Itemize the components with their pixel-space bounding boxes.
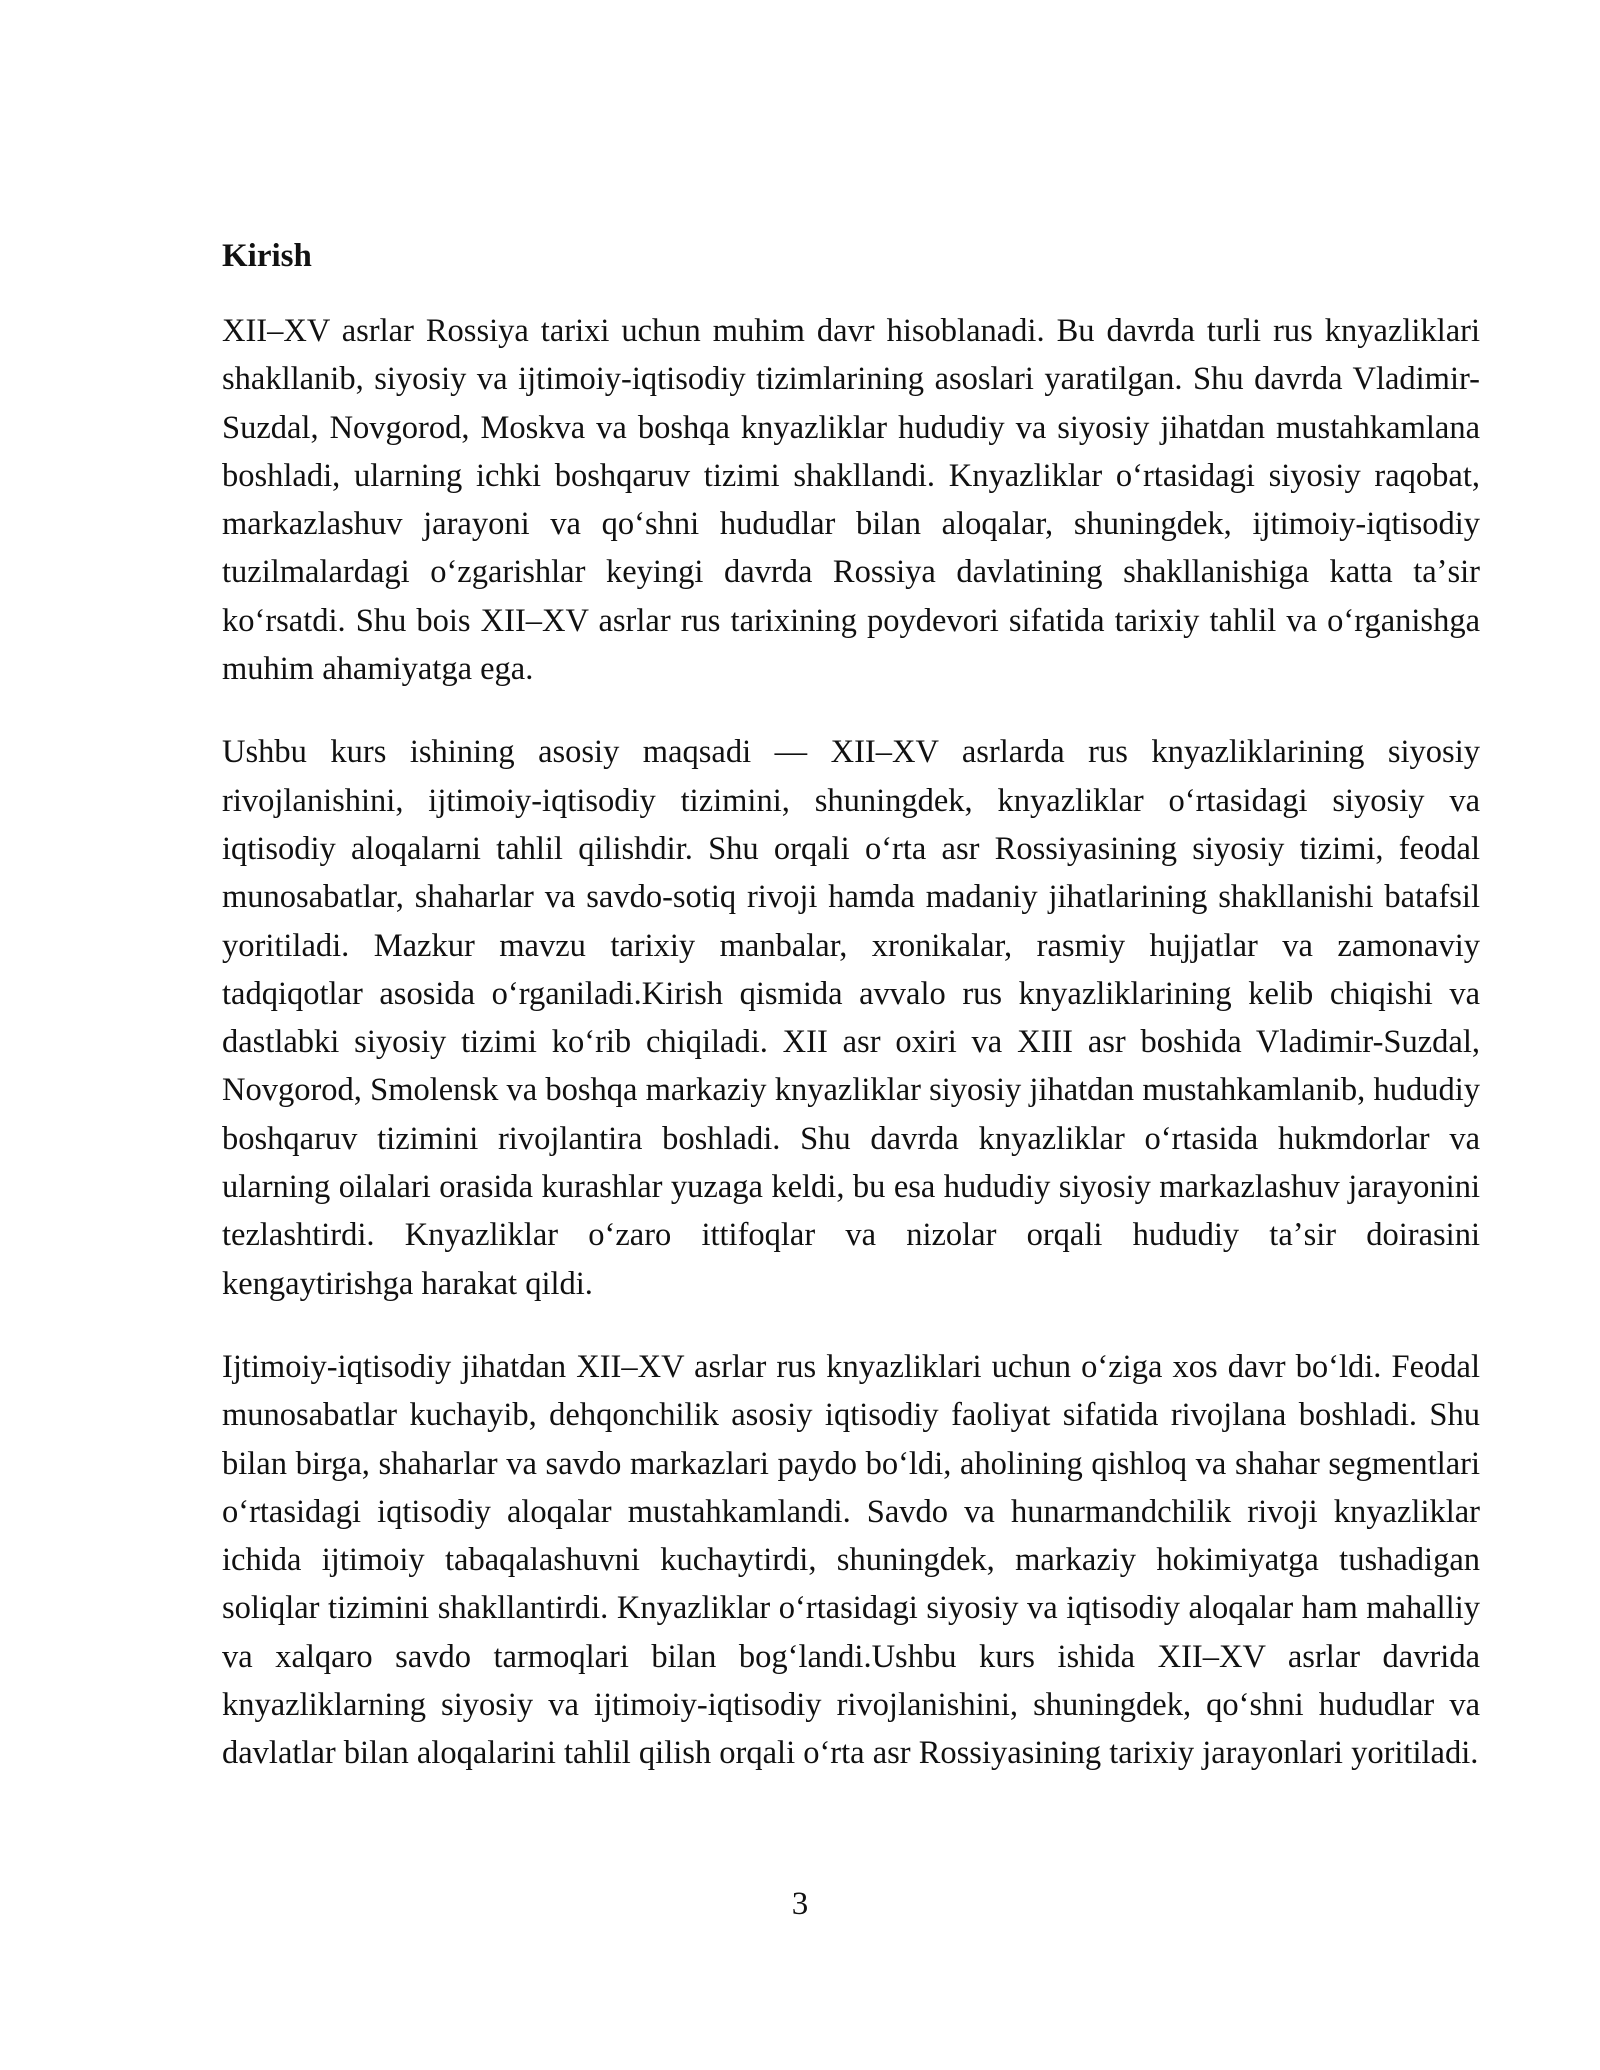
section-heading: Kirish bbox=[222, 238, 312, 274]
page-content bbox=[222, 232, 1480, 1813]
paragraph-1: XII–XV asrlar Rossiya tarixi uchun muhim davr hisoblanadi. Bu davrda turli rus knyazliklari shakllanib, siyosiy va ijtimoiy-iqtisodiy tizimlarining asoslari yaratilgan. Shu davrda Vladimir-Suzdal, Novgorod, Moskva va boshqa knyazliklar hududiy va siyosiy jihatdan mustahkamlana boshladi, ularning ichki boshqaruv tizimi shakllandi. Knyazliklar oʻrtasidagi siyosiy raqobat, markazlashuv jarayoni va qoʻshni hududlar bilan aloqalar, shuningdek, ijtimoiy-iqtisodiy tuzilmalardagi oʻzgarishlar keyingi davrda Rossiya davlatining shakllanishiga katta taʼsir koʻrsatdi. Shu bois XII–XV asrlar rus tarixining poydevori sifatida tarixiy tahlil va oʻrganishga muhim ahamiyatga ega. bbox=[222, 313, 1480, 688]
page-number: 3 bbox=[791, 1886, 809, 1922]
paragraph-2: Ushbu kurs ishining asosiy maqsadi — XII–XV asrlarda rus knyazliklarining siyosiy rivojlanishini, ijtimoiy-iqtisodiy tizimini, shuningdek, knyazliklar oʻrtasidagi siyosiy va iqtisodiy aloqalarni tahlil qilishdir. Shu orqali oʻrta asr Rossiyasining siyosiy tizimi, feodal munosabatlar, shaharlar va savdo-sotiq rivoji hamda madaniy jihatlarining shakllanishi batafsil yoritiladi. Mazkur mavzu tarixiy manbalar, xronikalar, rasmiy hujjatlar va zamonaviy tadqiqotlar asosida oʻrganiladi.Kirish qismida avvalo rus knyazliklarining kelib chiqishi va dastlabki siyosiy tizimi koʻrib chiqiladi. XII asr oxiri va XIII asr boshida Vladimir-Suzdal, Novgorod, Smolensk va boshqa markaziy knyazliklar siyosiy jihatdan mustahkamlanib, hududiy boshqaruv tizimini rivojlantira boshladi. Shu davrda knyazliklar oʻrtasida hukmdorlar va ularning oilalari orasida kurashlar yuzaga keldi, bu esa hududiy siyosiy markazlashuv jarayonini tezlashtirdi. Knyazliklar oʻzaro ittifoqlar va nizolar orqali hududiy taʼsir doirasini kengaytirishga harakat qildi. bbox=[222, 734, 1480, 1302]
paragraph-3: Ijtimoiy-iqtisodiy jihatdan XII–XV asrlar rus knyazliklari uchun oʻziga xos davr boʻldi. Feodal munosabatlar kuchayib, dehqonchilik asosiy iqtisodiy faoliyat sifatida rivojlana boshladi. Shu bilan birga, shaharlar va savdo markazlari paydo boʻldi, aholining qishloq va shahar segmentlari oʻrtasidagi iqtisodiy aloqalar mustahkamlandi. Savdo va hunarmandchilik rivoji knyazliklar ichida ijtimoiy tabaqalashuvni kuchaytirdi, shuningdek, markaziy hokimiyatga tushadigan soliqlar tizimini shakllantirdi. Knyazliklar oʻrtasidagi siyosiy va iqtisodiy aloqalar ham mahalliy va xalqaro savdo tarmoqlari bilan bogʻlandi.Ushbu kurs ishida XII–XV asrlar davrida knyazliklarning siyosiy va ijtimoiy-iqtisodiy rivojlanishini, shuningdek, qoʻshni hududlar va davlatlar bilan aloqalarini tahlil qilish orqali oʻrta asr Rossiyasining tarixiy jarayonlari yoritiladi. bbox=[222, 1348, 1480, 1772]
